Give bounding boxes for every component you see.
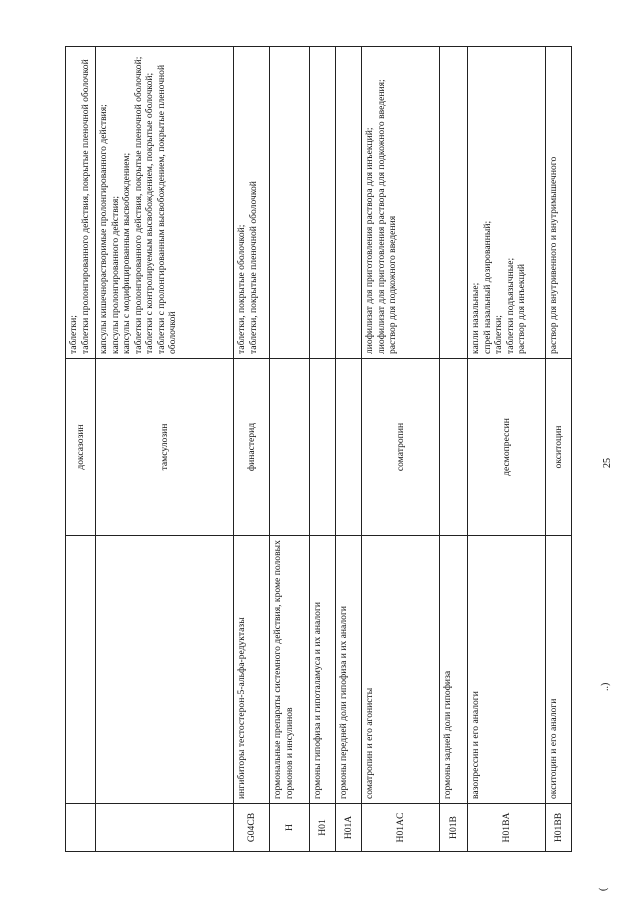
drug-name-cell: соматропин <box>362 359 440 536</box>
dosage-form: таблетки пролонгированного действия, покрытые пленочной оболочкой <box>79 59 91 354</box>
group-cell: гормоны гипофиза и гипоталамуса и их аналоги <box>310 536 336 804</box>
dosage-forms-cell <box>270 47 310 359</box>
group-cell: окситоцин и его аналоги <box>546 536 572 804</box>
dosage-forms-cell <box>362 47 440 359</box>
dosage-forms-cell <box>440 47 468 359</box>
group-cell: вазопрессин и его аналоги <box>468 536 546 804</box>
drug-name-cell <box>336 359 362 536</box>
table-row <box>310 47 336 852</box>
dosage-form: спрей назальный дозированный; <box>481 220 493 354</box>
dosage-form: капсулы кишечнорастворимые пролонгированного действия; <box>98 104 109 354</box>
dosage-form: капсулы с модифицированным высвобождением; <box>121 152 132 354</box>
dosage-forms-cell <box>468 47 546 359</box>
page-number: 25 <box>602 458 613 468</box>
table-row <box>362 47 440 852</box>
drug-name-cell: десмопрессин <box>468 359 546 536</box>
scan-mark: ( <box>598 887 609 891</box>
dosage-forms-cell <box>66 47 96 359</box>
atc-code-cell: H01B <box>440 804 468 852</box>
atc-code-cell: H01BA <box>468 804 546 852</box>
dosage-form: таблетки; <box>68 315 79 354</box>
dosage-form: раствор для инъекций <box>516 264 527 354</box>
group-cell: гормональные препараты системного действия, кроме половых гормонов и инсулинов <box>270 536 310 804</box>
dosage-form: лиофилизат для приготовления раствора для подкожного введения; <box>375 79 387 354</box>
dosage-form: таблетки с контролируемым высвобождением, покрытые оболочкой; <box>144 72 155 354</box>
group-cell <box>66 536 96 804</box>
dosage-forms-cell <box>310 47 336 359</box>
atc-code-cell <box>96 804 234 852</box>
table-row <box>270 47 310 852</box>
table-row <box>66 47 96 852</box>
table-row <box>440 47 468 852</box>
table-row <box>234 47 270 852</box>
dosage-forms-cell <box>96 47 234 359</box>
table-body <box>66 47 572 852</box>
drug-name-cell <box>310 359 336 536</box>
drug-name-cell: финастерид <box>234 359 270 536</box>
atc-code-cell: H01BB <box>546 804 572 852</box>
dosage-forms-cell <box>336 47 362 359</box>
drug-name-cell <box>440 359 468 536</box>
table-row <box>336 47 362 852</box>
dosage-form: таблетки, покрытые оболочкой; <box>236 224 247 354</box>
atc-code-cell: H01AC <box>362 804 440 852</box>
table-row <box>96 47 234 852</box>
dosage-form: таблетки; <box>493 315 504 354</box>
dosage-form: раствор для подкожного введения <box>387 215 398 354</box>
atc-code-cell: H <box>270 804 310 852</box>
dosage-form: раствор для внутривенного и внутримышечного <box>548 156 559 354</box>
drug-name-cell <box>270 359 310 536</box>
drug-name-cell: доксазозин <box>66 359 96 536</box>
dosage-form: таблетки пролонгированного действия, покрытые пленочной оболочкой; <box>132 56 144 354</box>
table-row <box>468 47 546 852</box>
group-cell: гормоны передней доли гипофиза и их аналоги <box>336 536 362 804</box>
drug-registry-table <box>65 46 572 852</box>
atc-code-cell: H01A <box>336 804 362 852</box>
atc-code-cell: H01 <box>310 804 336 852</box>
dosage-form: капсулы пролонгированного действия; <box>109 196 121 354</box>
dosage-form: капли назальные; <box>470 282 481 354</box>
drug-name-cell: тамсулозин <box>96 359 234 536</box>
table-row <box>546 47 572 852</box>
dosage-form: таблетки, покрытые пленочной оболочкой <box>247 181 259 354</box>
group-cell: гормоны задней доли гипофиза <box>440 536 468 804</box>
dosage-form: таблетки с пролонгированным высвобождением, покрытые пленочной оболочкой <box>155 64 178 354</box>
group-cell: соматропин и его агонисты <box>362 536 440 804</box>
dosage-form: лиофилизат для приготовления раствора для инъекций; <box>364 127 375 354</box>
atc-code-cell <box>66 804 96 852</box>
group-cell <box>96 536 234 804</box>
group-cell: ингибиторы тестостерон-5-альфа-редуктазы <box>234 536 270 804</box>
dosage-forms-cell <box>546 47 572 359</box>
drug-name-cell: окситоцин <box>546 359 572 536</box>
dosage-form: таблетки подъязычные; <box>504 257 516 354</box>
atc-code-cell: G04CB <box>234 804 270 852</box>
scan-mark: ..) <box>600 682 611 691</box>
dosage-forms-cell <box>234 47 270 359</box>
